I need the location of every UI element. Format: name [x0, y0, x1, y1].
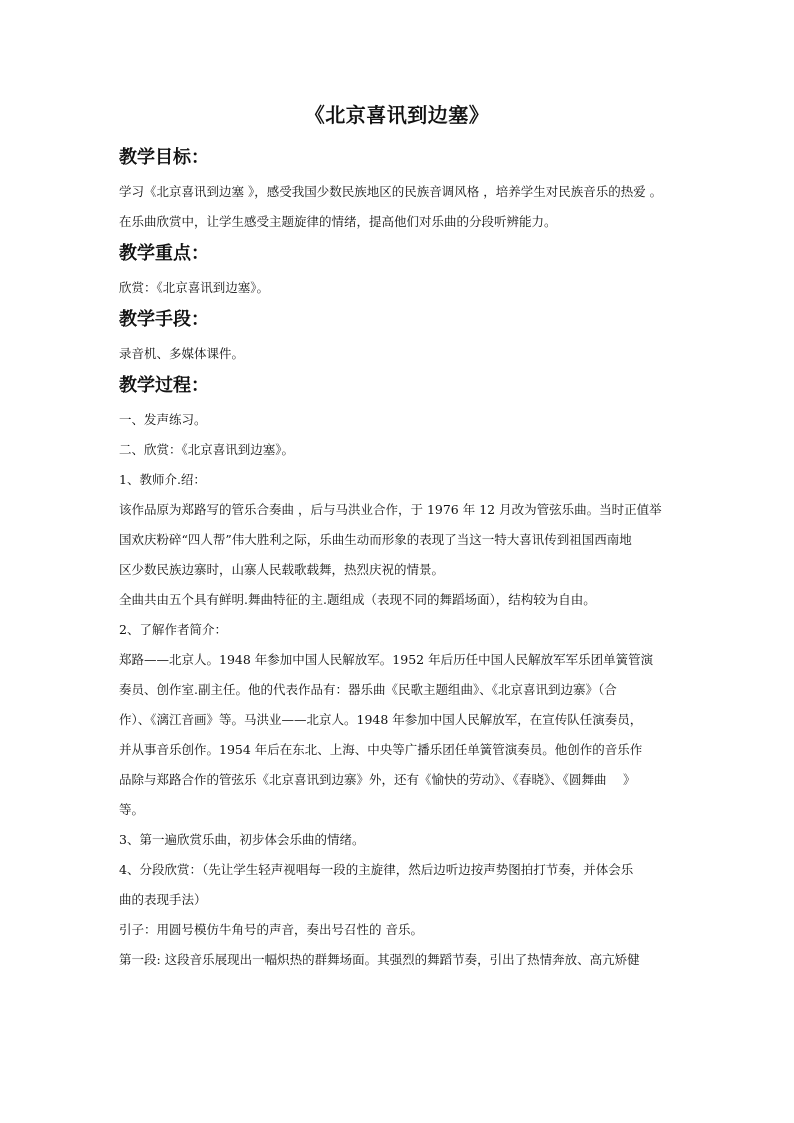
paragraph-line: 在乐曲欣赏中，让学生感受主题旋律的情绪，提高他们对乐曲的分段听辨能力。	[119, 214, 557, 229]
paragraph-line: 国欢庆粉碎“四人帮”伟大胜利之际，乐曲生动而形象的表现了当这一特大喜讯传到祖国西南地	[119, 532, 632, 547]
paragraph-line: 等。	[119, 802, 145, 817]
paragraph-line: 引子：用圆号模仿牛角号的声音，奏出号召性的 音乐。	[119, 922, 423, 937]
paragraph-line: 曲的表现手法）	[119, 892, 207, 907]
paragraph-line: 录音机、多媒体课件。	[119, 346, 245, 361]
section-heading-process: 教学过程：	[119, 375, 209, 396]
paragraph-line: 学习《北京喜讯到边塞 》，感受我国少数民族地区的民族音调风格 ，培养学生对民族音乐的热爱 。	[119, 184, 663, 199]
paragraph-line: 作）、《漓江音画》等。马洪业——北京人。1948 年参加中国人民解放军，在宣传队任演奏员，	[119, 712, 643, 727]
section-heading-goals: 教学目标：	[119, 147, 209, 168]
document-body	[119, 144, 679, 978]
paragraph-line: 二、欣赏：《北京喜讯到边塞》。	[119, 442, 295, 457]
section-heading-focus: 教学重点：	[119, 243, 209, 264]
document-title: 《北京喜讯到边塞》	[304, 103, 490, 127]
section-heading-means: 教学手段：	[119, 309, 209, 330]
paragraph-line: 并从事音乐创作。1954 年后在东北、上海、中央等广播乐团任单簧管演奏员。他创作的音乐作	[119, 742, 643, 757]
paragraph-line: 全曲共由五个具有鲜明.舞曲特征的主.题组成（表现不同的舞蹈场面），结构较为自由。	[119, 592, 596, 607]
paragraph-line: 郑路——北京人。1948 年参加中国人民解放军。1952 年后历任中国人民解放军军乐团单簧管演	[119, 652, 654, 667]
paragraph-line: 品除与郑路合作的管弦乐《北京喜讯到边寨》外，还有《愉快的劳动》、《春晓》、《圆舞曲 》	[119, 772, 636, 787]
paragraph-line: 奏员、创作室.副主任。他的代表作品有：器乐曲《民歌主题组曲》、《北京喜讯到边寨》（合	[119, 682, 617, 697]
paragraph-line: 3、第一遍欣赏乐曲，初步体会乐曲的情绪。	[119, 832, 365, 847]
paragraph-line: 2、了解作者简介：	[119, 622, 227, 637]
paragraph-line: 一、发声练习。	[119, 412, 207, 427]
paragraph-line: 第一段: 这段音乐展现出一幅炽热的群舞场面。其强烈的舞蹈节奏，引出了热情奔放、高亢矫健	[119, 952, 640, 967]
paragraph-line: 1、教师介.绍：	[119, 472, 206, 487]
paragraph-line: 4、分段欣赏：（先让学生轻声视唱每一段的主旋律，然后边听边按声势图拍打节奏，并体会乐	[119, 862, 634, 877]
paragraph-line: 区少数民族边寨时，山寨人民载歌载舞，热烈庆祝的情景。	[119, 562, 445, 577]
paragraph-line: 欣赏：《北京喜讯到边塞》。	[119, 280, 270, 295]
paragraph-line: 该作品原为郑路写的管乐合奏曲 ，后与马洪业合作，于 1976 年 12 月改为管弦乐曲。当时正值举	[119, 502, 662, 517]
